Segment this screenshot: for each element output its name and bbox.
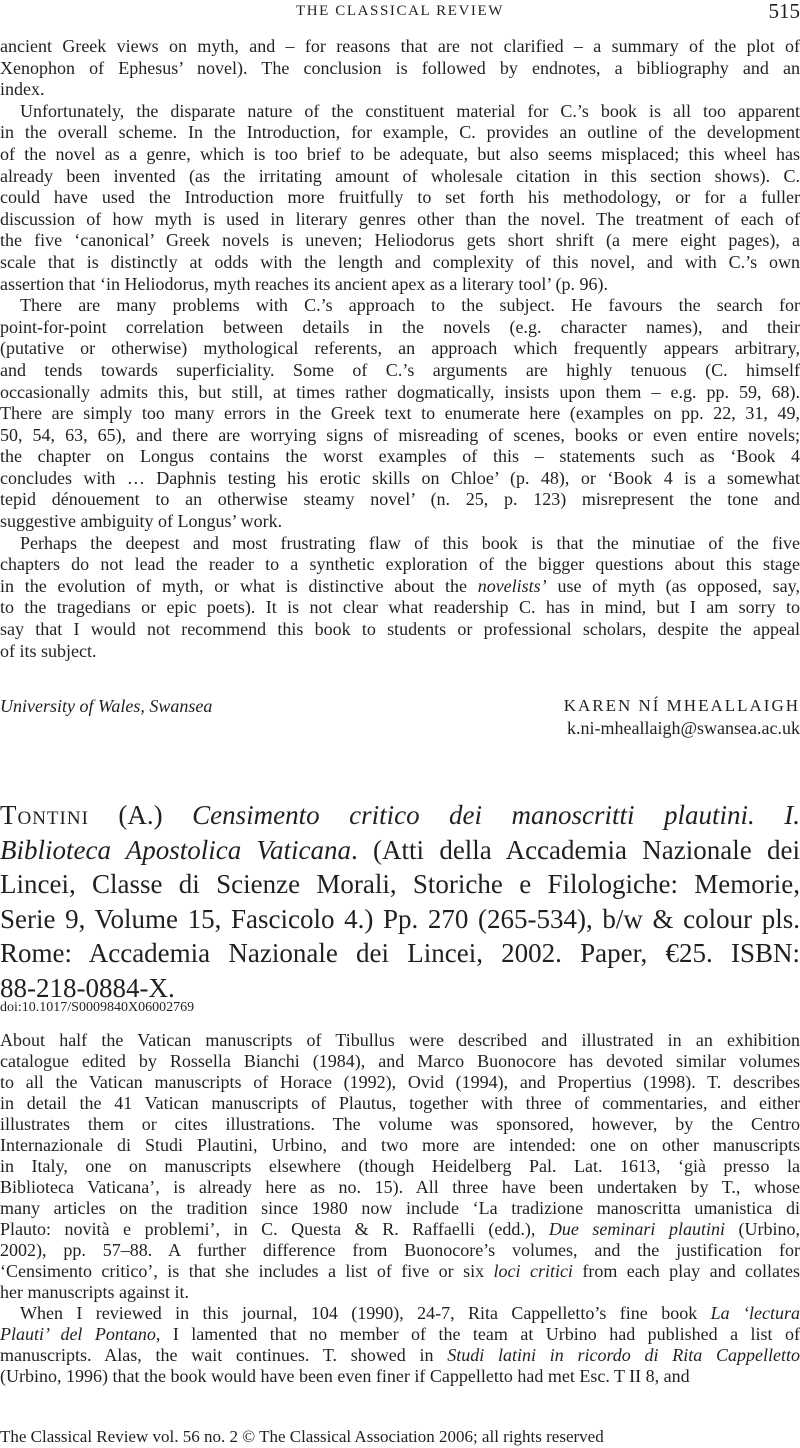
text-segment: ‘Censimento critico’, is that she includes a list of five or six — [0, 1261, 494, 1281]
text-line — [0, 58, 800, 80]
text-line — [0, 833, 800, 868]
text-segment: from each play and collates — [573, 1261, 800, 1281]
text-segment: Plauto: novità e problemi’, in C. Questa & R. Raffaelli (edd.), — [0, 1219, 549, 1239]
text-line — [0, 1114, 800, 1135]
text-segment: the chapter on Longus contains the worst examples of this – statements such as ‘Book 4 — [0, 446, 800, 466]
text-line — [0, 338, 800, 360]
text-line — [0, 489, 800, 511]
text-segment: Xenophon of Ephesus’ novel). The conclusion is followed by endnotes, a bibliography and an — [0, 58, 800, 78]
text-segment: use of myth (as opposed, say, — [547, 576, 800, 596]
text-segment: . (Atti della Accademia Nazionale dei — [351, 835, 800, 865]
text-line — [0, 101, 800, 123]
italic-text: La ‘lectura — [711, 1303, 800, 1323]
italic-text: loci critici — [494, 1261, 573, 1281]
reviewer-email[interactable]: k.ni-mheallaigh@swansea.ac.uk — [0, 717, 800, 739]
text-line — [0, 317, 800, 339]
text-line — [0, 619, 800, 641]
text-line — [0, 36, 800, 58]
text-line — [0, 1303, 800, 1324]
text-line — [0, 446, 800, 468]
page-number: 515 — [769, 0, 800, 22]
text-segment: and tends towards superficiality. Some of C.’s arguments are highly tenuous (C. himself — [0, 360, 800, 380]
text-line — [0, 1366, 800, 1387]
text-segment: many articles on the tradition since 1980 now include ‘La tradizione manoscritta umanistica di — [0, 1198, 800, 1218]
journal-running-title: THE CLASSICAL REVIEW — [296, 3, 504, 19]
text-line — [0, 295, 800, 317]
text-segment: Serie 9, Volume 15, Fascicolo 4.) Pp. 270 (265-534), b/w & colour pls. — [0, 904, 800, 934]
italic-text: Biblioteca Apostolica Vaticana — [0, 835, 351, 865]
italic-text: Due seminari plautini — [549, 1219, 725, 1239]
text-line — [0, 1240, 800, 1261]
text-line — [0, 209, 800, 231]
text-segment: manuscripts. Alas, the wait continues. T. showed in — [0, 1345, 447, 1365]
text-line — [0, 597, 800, 619]
text-segment: to all the Vatican manuscripts of Horace (1992), Ovid (1994), and Propertius (1998). T. describes — [0, 1072, 800, 1092]
italic-text: novelists’ — [478, 576, 547, 596]
text-line — [0, 382, 800, 404]
text-line — [0, 641, 800, 663]
text-segment: in detail the 41 Vatican manuscripts of Plautus, together with three of commentaries, and either — [0, 1093, 800, 1113]
text-line — [0, 554, 800, 576]
text-line — [0, 360, 800, 382]
text-line — [0, 576, 800, 598]
text-segment: (putative or otherwise) mythological referents, an approach which frequently appears arbitrary, — [0, 338, 800, 358]
text-line — [0, 511, 800, 533]
text-line — [0, 252, 800, 274]
text-segment: Biblioteca Vaticana’, is already here as no. 15). All three have been undertaken by T., whose — [0, 1177, 800, 1197]
reviewer-affiliation: University of Wales, Swansea — [0, 695, 212, 717]
text-line — [0, 425, 800, 447]
text-line — [0, 1177, 800, 1198]
text-segment: could have used the Introduction more fruitfully to set forth his methodology, or for a fuller — [0, 187, 800, 207]
text-line — [0, 533, 800, 555]
text-segment: When I reviewed in this journal, 104 (1990), 24-7, Rita Cappelletto’s fine book — [20, 1303, 711, 1323]
text-line — [0, 1135, 800, 1156]
text-segment: in Italy, one on manuscripts elsewhere (though Heidelberg Pal. Lat. 1613, ‘già presso la — [0, 1156, 800, 1176]
text-segment: Internazionale di Studi Plautini, Urbino, and two more are intended: one on other manuscripts — [0, 1135, 800, 1155]
text-line — [0, 936, 800, 971]
text-segment: illustrates them or cites illustrations. The volume was sponsored, however, by the Centro — [0, 1114, 800, 1134]
copyright-footer: The Classical Review vol. 56 no. 2 © The Classical Association 2006; all rights reserved — [0, 1426, 800, 1448]
text-segment: There are many problems with C.’s approach to the subject. He favours the search for — [20, 295, 800, 315]
text-line — [0, 1072, 800, 1093]
text-segment: (Urbino, — [725, 1219, 800, 1239]
italic-text: Studi latini in ricordo di Rita Cappelletto — [447, 1345, 800, 1365]
reviewer-name: KAREN NÍ MHEALLAIGH — [564, 695, 800, 717]
review-1-body — [0, 36, 800, 662]
text-segment: chapters do not lead the reader to a synthetic exploration of the bigger questions about this stage — [0, 554, 800, 574]
text-segment: assertion that ‘in Heliodorus, myth reaches its ancient apex as a literary tool’ (p. 96). — [0, 274, 608, 294]
text-segment: Rome: Accademia Nazionale dei Lincei, 2002. Paper, €25. ISBN: — [0, 938, 800, 968]
text-segment: discussion of how myth is used in literary genres other than the novel. The treatment of each of — [0, 209, 800, 229]
text-line — [0, 1219, 800, 1240]
text-segment: point-for-point correlation between details in the novels (e.g. character names), and their — [0, 317, 800, 337]
text-segment: of its subject. — [0, 641, 97, 661]
text-line — [0, 1198, 800, 1219]
text-segment: suggestive ambiguity of Longus’ work. — [0, 511, 282, 531]
text-segment: tepid dénouement to an otherwise steamy novel’ (n. 25, p. 123) misrepresent the tone and — [0, 489, 800, 509]
text-segment: catalogue edited by Rossella Bianchi (1984), and Marco Buonocore has devoted similar volumes — [0, 1051, 800, 1071]
text-segment: in the overall scheme. In the Introduction, for example, C. provides an outline of the development — [0, 122, 800, 142]
text-line — [0, 144, 800, 166]
text-line — [0, 798, 800, 833]
text-segment: Perhaps the deepest and most frustrating flaw of this book is that the minutiae of the five — [20, 533, 800, 553]
text-line — [0, 187, 800, 209]
review-2-body — [0, 1030, 800, 1387]
text-line — [0, 79, 800, 101]
text-segment: concludes with … Daphnis testing his erotic skills on Chloe’ (p. 48), or ‘Book 4 is a somewhat — [0, 468, 800, 488]
review-2-heading — [0, 798, 800, 1006]
text-segment: index. — [0, 79, 45, 99]
doi-link[interactable]: doi:10.1017/S0009840X06002769 — [0, 998, 800, 1018]
text-line — [0, 122, 800, 144]
review-1-signature — [0, 695, 800, 717]
text-segment: About half the Vatican manuscripts of Tibullus were described and illustrated in an exhibition — [0, 1030, 800, 1050]
text-line — [0, 1324, 800, 1345]
text-segment: Lincei, Classe di Scienze Morali, Storiche e Filologiche: Memorie, — [0, 869, 800, 899]
text-segment: in the evolution of myth, or what is distinctive about the — [0, 576, 478, 596]
text-segment: to the tragedians or epic poets). It is not clear what readership C. has in mind, but I am sorry to — [0, 597, 800, 617]
text-segment: 2002), pp. 57–88. A further difference from Buonocore’s volumes, and the justification for — [0, 1240, 800, 1260]
text-segment: scale that is distinctly at odds with the length and complexity of this novel, and with C.’s own — [0, 252, 800, 272]
text-segment: the five ‘canonical’ Greek novels is uneven; Heliodorus gets short shrift (a mere eight pages), a — [0, 230, 800, 250]
text-line — [0, 403, 800, 425]
text-line — [0, 1282, 800, 1303]
text-line — [0, 1345, 800, 1366]
text-line — [0, 468, 800, 490]
text-segment: Unfortunately, the disparate nature of the constituent material for C.’s book is all too apparent — [20, 101, 800, 121]
text-line — [0, 274, 800, 296]
text-line — [0, 230, 800, 252]
text-line — [0, 1156, 800, 1177]
text-line — [0, 166, 800, 188]
text-line — [0, 1261, 800, 1282]
text-line — [0, 1051, 800, 1072]
text-segment: , I lamented that no member of the team at Urbino had published a list of — [156, 1324, 800, 1344]
text-segment: 50, 54, 63, 65), and there are worrying signs of misreading of scenes, books or even entire novels; — [0, 425, 800, 445]
text-line — [0, 1030, 800, 1051]
text-segment: occasionally admits this, but still, at times rather dogmatically, insists upon them – e.g. pp. 59, 68). — [0, 382, 800, 402]
text-segment: There are simply too many errors in the Greek text to enumerate here (examples on pp. 22, 31, 49, — [0, 403, 800, 423]
text-segment: ancient Greek views on myth, and – for reasons that are not clarified – a summary of the plot of — [0, 36, 800, 56]
text-segment: already been invented (as the irritating amount of wholesale citation in this section shows). C. — [0, 166, 800, 186]
text-segment: 88-218-0884-X. — [0, 973, 175, 1003]
text-segment: say that I would not recommend this book to students or professional scholars, despite the appeal — [0, 619, 800, 639]
italic-text: Plauti’ del Pontano — [0, 1324, 156, 1344]
text-segment: her manuscripts against it. — [0, 1282, 189, 1302]
running-head — [0, 0, 800, 22]
text-segment: (Urbino, 1996) that the book would have been even finer if Cappelletto had met Esc. T II 8, and — [0, 1366, 690, 1386]
text-segment: of the novel as a genre, which is too brief to be adequate, but also seems misplaced; this wheel has — [0, 144, 800, 164]
text-line — [0, 902, 800, 937]
text-segment: (A.) — [89, 800, 192, 830]
italic-text: Censimento critico dei manoscritti plautini. I. — [192, 800, 800, 830]
text-line — [0, 867, 800, 902]
author-surname: Tontini — [0, 800, 89, 830]
text-line — [0, 1093, 800, 1114]
